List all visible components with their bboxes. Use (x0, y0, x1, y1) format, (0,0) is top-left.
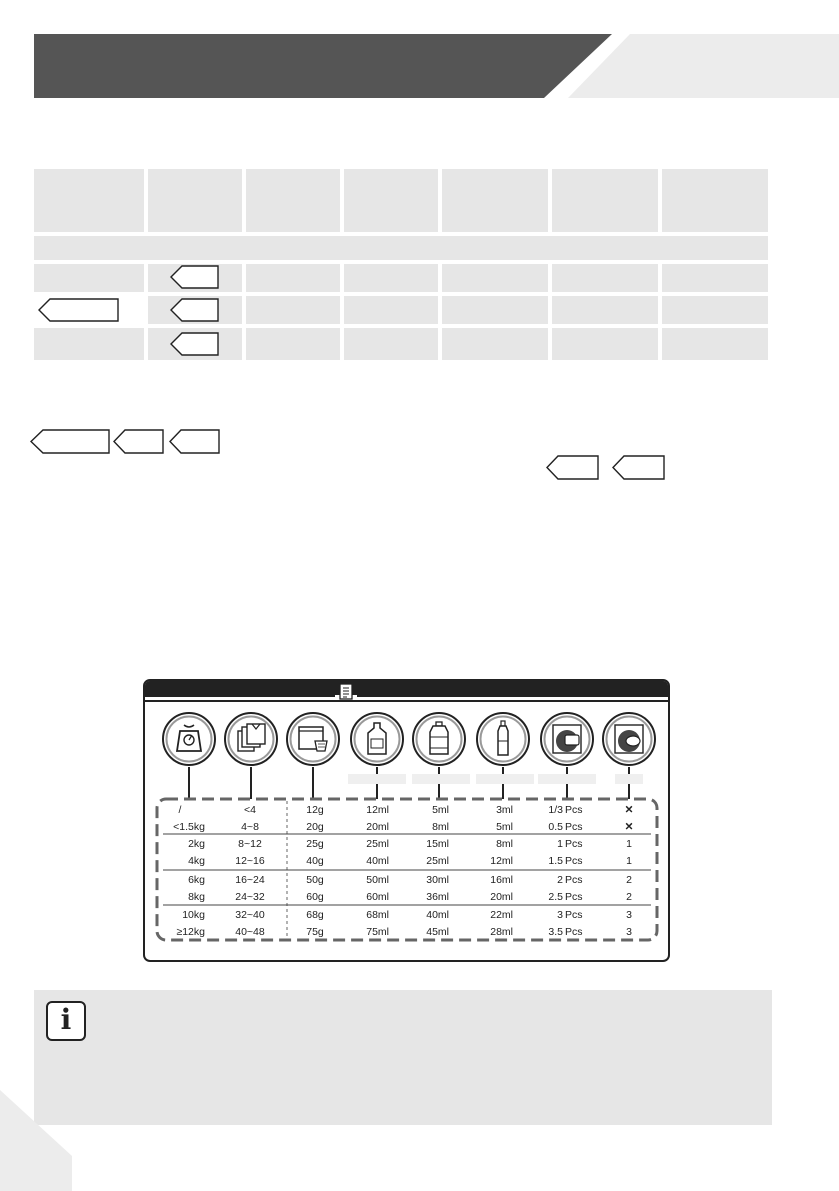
table-section-row (34, 236, 768, 260)
tablet-unit: Pcs (565, 891, 583, 903)
header-band-dark (34, 34, 614, 98)
info-note-box (34, 990, 772, 1125)
powder-cell: 40g (306, 855, 324, 867)
liquid-cell: 60ml (366, 891, 389, 903)
table-cell (662, 328, 768, 360)
info-icon: i (46, 1001, 86, 1041)
header-band-light (568, 34, 839, 98)
table-cell (246, 296, 340, 324)
slim-cell: 8ml (496, 838, 513, 850)
powder-cell: 75g (306, 926, 324, 938)
pods-cell: ✕ (624, 821, 634, 833)
items-cell: 16~24 (235, 874, 265, 886)
table-cell (442, 296, 548, 324)
table-cell (344, 296, 438, 324)
weight-cell: 4kg (188, 855, 205, 867)
concentrated-cell: 8ml (432, 821, 449, 833)
liquid-cell: 25ml (366, 838, 389, 850)
slim-cell: 12ml (490, 855, 513, 867)
slim-cell: 28ml (490, 926, 513, 938)
concentrated-cell: 45ml (426, 926, 449, 938)
table-cell (442, 328, 548, 360)
tablet-unit: Pcs (565, 821, 583, 833)
slim-cell: 16ml (490, 874, 513, 886)
table-cell (552, 264, 658, 292)
pods-cell: 1 (626, 838, 632, 850)
page-corner-tab (0, 1090, 80, 1191)
button-tag (170, 332, 220, 356)
table-header-cell (344, 169, 438, 232)
tablet-cell: 1.5 (548, 855, 563, 867)
button-tag (170, 298, 220, 322)
weight-cell: 8kg (188, 891, 205, 903)
button-tag (169, 429, 221, 454)
tablet-unit: Pcs (565, 804, 583, 816)
table-cell (344, 264, 438, 292)
powder-cell: 60g (306, 891, 324, 903)
items-cell: 8~12 (238, 838, 262, 850)
button-tag (38, 298, 120, 322)
tablet-cell: 0.5 (548, 821, 563, 833)
pods-cell: 2 (626, 891, 632, 903)
slim-cell: 22ml (490, 909, 513, 921)
concentrated-cell: 30ml (426, 874, 449, 886)
table-header-cell (34, 169, 144, 232)
detergent-dosage-chart (143, 679, 670, 962)
slim-cell: 20ml (490, 891, 513, 903)
table-cell (662, 296, 768, 324)
table-cell (442, 264, 548, 292)
table-header-cell (442, 169, 548, 232)
pods-cell: 3 (626, 926, 632, 938)
table-header-cell (552, 169, 658, 232)
table-header-cell (148, 169, 242, 232)
table-cell (552, 296, 658, 324)
weight-cell: / (178, 804, 182, 816)
weight-cell: 6kg (188, 874, 205, 886)
tablet-unit: Pcs (565, 838, 583, 850)
button-tag (170, 265, 220, 289)
concentrated-cell: 25ml (426, 855, 449, 867)
tablet-cell: 1 (557, 838, 563, 850)
tablet-cell: 1/3 (548, 804, 563, 816)
liquid-cell: 68ml (366, 909, 389, 921)
weight-cell: 2kg (188, 838, 205, 850)
table-header-cell (246, 169, 340, 232)
pods-cell: 1 (626, 855, 632, 867)
concentrated-cell: 40ml (426, 909, 449, 921)
tablet-unit: Pcs (565, 855, 583, 867)
items-cell: 40~48 (235, 926, 265, 938)
table-header-cell (662, 169, 768, 232)
items-cell: 12~16 (235, 855, 265, 867)
pods-cell: 2 (626, 874, 632, 886)
table-cell (662, 264, 768, 292)
concentrated-cell: 5ml (432, 804, 449, 816)
button-tag (612, 455, 666, 480)
button-tag (546, 455, 600, 480)
tablet-cell: 2 (557, 874, 563, 886)
items-cell: 24~32 (235, 891, 265, 903)
tablet-unit: Pcs (565, 874, 583, 886)
powder-cell: 68g (306, 909, 324, 921)
concentrated-cell: 15ml (426, 838, 449, 850)
tablet-cell: 3 (557, 909, 563, 921)
pods-cell: 3 (626, 909, 632, 921)
liquid-cell: 75ml (366, 926, 389, 938)
liquid-cell: 12ml (366, 804, 389, 816)
weight-cell: ≥12kg (176, 926, 205, 938)
powder-cell: 25g (306, 838, 324, 850)
items-cell: <4 (244, 804, 256, 816)
items-cell: 4~8 (241, 821, 259, 833)
liquid-cell: 20ml (366, 821, 389, 833)
pods-cell: ✕ (624, 804, 634, 816)
slim-cell: 3ml (496, 804, 513, 816)
weight-cell: <1.5kg (173, 821, 205, 833)
tablet-unit: Pcs (565, 926, 583, 938)
liquid-cell: 40ml (366, 855, 389, 867)
table-cell (34, 328, 144, 360)
table-cell (552, 328, 658, 360)
button-tag (113, 429, 165, 454)
powder-cell: 12g (306, 804, 324, 816)
table-cell (34, 264, 144, 292)
tablet-unit: Pcs (565, 909, 583, 921)
powder-cell: 50g (306, 874, 324, 886)
tablet-cell: 3.5 (548, 926, 563, 938)
weight-cell: 10kg (182, 909, 205, 921)
table-cell (246, 264, 340, 292)
table-cell (344, 328, 438, 360)
powder-cell: 20g (306, 821, 324, 833)
items-cell: 32~40 (235, 909, 265, 921)
chart-frame (145, 681, 670, 962)
tablet-cell: 2.5 (548, 891, 563, 903)
table-cell (246, 328, 340, 360)
slim-cell: 5ml (496, 821, 513, 833)
button-tag (30, 429, 111, 454)
concentrated-cell: 36ml (426, 891, 449, 903)
liquid-cell: 50ml (366, 874, 389, 886)
